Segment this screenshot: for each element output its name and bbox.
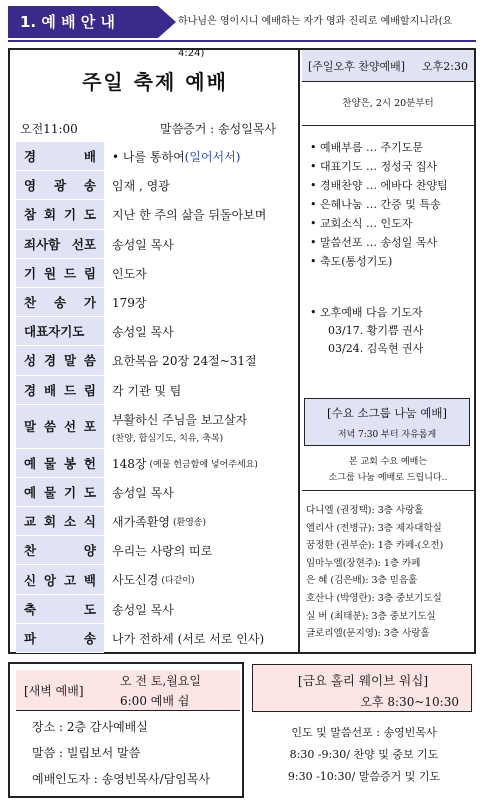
service-row (16, 507, 298, 536)
label-part: 축 (24, 601, 37, 617)
service-row-value (112, 317, 174, 346)
side-panel (302, 50, 474, 652)
label-part: 드 (63, 382, 77, 398)
main-panel (8, 48, 476, 654)
label-part: 도 (83, 207, 96, 223)
service-row-text: 새가족환영 (112, 515, 170, 530)
section-header (8, 6, 476, 59)
divider (16, 710, 240, 711)
service-row-text: 나가 전하세 (서로 서로 인사) (112, 631, 265, 646)
label-part: 대표자기도 (24, 324, 85, 340)
list-item: 임마누엘(장현주): 1층 카페 (306, 557, 421, 569)
service-row (16, 200, 298, 229)
service-row-text: 인도자 (112, 266, 147, 281)
service-row-value (112, 259, 147, 288)
label-part: 교 (24, 514, 37, 530)
label-part: 찬 (24, 543, 37, 559)
label-part: 헌 (83, 455, 96, 471)
divider (302, 125, 474, 126)
label-part: 도 (83, 484, 96, 500)
service-row-subtext: (찬양, 합심기도, 치유, 축복) (112, 433, 224, 444)
list-item: 은 혜 (김은배): 3층 믿음홀 (306, 575, 418, 587)
service-row (16, 171, 298, 200)
label-part: 기 (63, 207, 77, 223)
dawn-worship-panel (8, 662, 244, 798)
service-row-text: 요한복음 20장 24절~31절 (112, 354, 257, 369)
afternoon-title: [주일오후 찬양예배] (308, 59, 406, 73)
header-divider (8, 40, 476, 42)
service-row-text: 148장 (112, 456, 147, 471)
service-row (16, 142, 298, 171)
service-row-text: 부활하신 주님을 보고살자 (112, 412, 248, 427)
service-row (16, 405, 298, 449)
service-row-value (112, 376, 181, 405)
service-row-value (112, 142, 240, 171)
service-row-label (16, 624, 104, 653)
service-row-label (16, 259, 104, 288)
label-part: 원 (43, 265, 57, 281)
list-item: 꿈정한 (권부순): 1층 카페-(오전) (306, 540, 444, 552)
service-row (16, 288, 298, 317)
next-prayer-title: • 오후예배 다음 기도자 (310, 306, 423, 319)
service-row-value (112, 171, 170, 200)
dawn-line2: 6:00 예배 쉼 (120, 694, 190, 708)
dawn-title: [새벽 예배] (24, 684, 84, 698)
service-row-note: (환영송) (172, 518, 207, 529)
label-part: 백 (83, 572, 96, 588)
service-row-label (16, 200, 104, 229)
label-part: 앙 (43, 572, 57, 588)
label-part: 양 (83, 543, 96, 559)
wednesday-header (304, 398, 470, 446)
label-part: 예 (24, 484, 37, 500)
wednesday-note-line: 본 교회 수요 예배는 (348, 457, 428, 467)
service-row-value (112, 230, 174, 259)
label-part: 죄사함 (24, 236, 61, 252)
service-row-text: 179장 (112, 295, 147, 310)
wednesday-note (302, 454, 474, 486)
service-row-value (112, 624, 264, 653)
next-prayer (310, 304, 474, 358)
afternoon-header (302, 50, 474, 82)
label-part: 예 (24, 455, 37, 471)
label-part: 파 (24, 630, 37, 646)
service-row-label (16, 346, 104, 375)
label-part: 림 (83, 265, 96, 281)
label-part: 경 (24, 149, 37, 165)
order-of-service (16, 142, 298, 653)
label-part: 씀 (43, 419, 57, 435)
service-row-value (112, 405, 247, 434)
divider (302, 490, 474, 491)
dawn-word: 말씀 : 빌립보서 말씀 (32, 746, 141, 760)
wednesday-time: 저녁 7:30 부터 자유롭게 (337, 430, 437, 440)
list-item: • 경배찬양 … 에바다 찬양팀 (310, 179, 448, 192)
dawn-header (16, 670, 240, 710)
list-item: 03/17. 황기쁨 권사 (328, 324, 424, 337)
service-row-instruction: (일어서서) (184, 150, 241, 164)
label-part: 송 (83, 178, 96, 194)
label-part: 포 (83, 419, 96, 435)
service-row-text: 송성일 목사 (112, 237, 174, 252)
service-row-label (16, 405, 104, 449)
service-row-text: 송성일 목사 (112, 602, 174, 617)
list-item: • 축도(통성기도) (310, 255, 393, 268)
service-row (16, 624, 298, 653)
service-row-label (16, 565, 104, 594)
section-tab: 1. 예 배 안 내 (8, 6, 158, 38)
wednesday-note-line: 소그룹 나눔 예배로 드립니다.. (328, 473, 448, 483)
service-row-label (16, 536, 104, 565)
label-part: 림 (83, 382, 96, 398)
label-part: 물 (43, 455, 57, 471)
list-item: • 대표기도 … 정성국 집사 (310, 160, 438, 173)
service-row-value (112, 346, 257, 375)
service-row-label (16, 142, 104, 171)
list-item: 03/24. 김옥현 권사 (328, 342, 424, 355)
service-row (16, 230, 298, 259)
service-row-note: (다같이) (161, 576, 195, 587)
service-row (16, 565, 298, 594)
dawn-leader: 예배인도자 : 송영빈목사/담임목사 (32, 772, 211, 786)
service-row-label (16, 478, 104, 507)
label-part: 배 (83, 149, 96, 165)
label-part: 가 (83, 295, 96, 311)
service-row (16, 346, 298, 375)
service-row (16, 376, 298, 405)
list-item: 호산나 (박영란): 3층 중보기도실 (306, 592, 442, 604)
label-part: 송 (83, 630, 96, 646)
label-part: 기 (24, 265, 37, 281)
label-part: 성 (24, 353, 37, 369)
service-row (16, 478, 298, 507)
label-part: 도 (83, 601, 96, 617)
service-row-text: 지난 한 주의 삶을 뒤돌아보며 (112, 208, 267, 223)
service-row-value (112, 507, 206, 536)
service-row-value (112, 478, 174, 507)
label-part: 선 (63, 419, 77, 435)
service-row (16, 595, 298, 624)
service-row-value (112, 595, 174, 624)
list-item: • 은혜나눔 … 간증 및 특송 (310, 198, 441, 211)
sunday-preacher: 말씀증거 : 송성일목사 (160, 122, 277, 136)
label-part: 물 (43, 484, 57, 500)
label-part: 봉 (63, 455, 77, 471)
label-part: 광 (53, 178, 67, 194)
service-row-text: 사도신경 (112, 573, 159, 588)
label-part: 송 (53, 295, 67, 311)
friday-part1: 8:30 -9:30/ 찬양 및 중보 기도 (289, 748, 439, 761)
service-row-text: 송성일 목사 (112, 325, 174, 340)
label-part: 회 (43, 514, 57, 530)
service-row-value (112, 288, 147, 317)
service-row-value (112, 449, 258, 478)
list-item: • 교회소식 … 인도자 (310, 217, 413, 230)
label-part: 회 (43, 207, 57, 223)
service-row-text: 송성일 목사 (112, 485, 174, 500)
label-part: 신 (24, 572, 37, 588)
label-part: 고 (63, 572, 77, 588)
service-row-label (16, 595, 104, 624)
list-item: 실 버 (최태분): 3층 중보기도실 (306, 610, 436, 622)
service-row-value (112, 536, 212, 565)
sunday-title: 주일 축제 예배 (82, 70, 228, 94)
small-groups (306, 502, 474, 643)
label-part: 경 (24, 382, 37, 398)
dawn-place: 장소 : 2층 감사예배실 (32, 720, 148, 734)
sunday-time: 오전11:00 (20, 122, 78, 136)
service-row-text: • 나를 통하여 (112, 150, 185, 164)
friday-title: [금요 홀리 웨이브 워십] (297, 673, 429, 688)
service-row-label (16, 230, 104, 259)
service-row-text: 임재 , 영광 (112, 179, 170, 194)
label-part: 찬 (24, 295, 37, 311)
label-part: 소 (63, 514, 77, 530)
afternoon-time: 오후2:30 (422, 59, 468, 73)
friday-part2: 9:30 -10:30/ 말씀증거 및 기도 (287, 770, 441, 783)
service-row-value (112, 200, 266, 229)
list-item: 다니엘 (권정택): 3층 사랑홀 (306, 505, 424, 516)
service-row-text: 각 기관 및 팀 (112, 383, 182, 398)
service-row (16, 536, 298, 565)
label-part: 식 (83, 514, 96, 530)
service-row-label (16, 507, 104, 536)
header-verse: 하나님은 영이시니 예배하는 자가 영과 진리로 예배할지니라(요 4:24) (178, 16, 453, 59)
afternoon-note: 찬양은, 2시 20분부터 (342, 98, 434, 109)
label-part: 영 (24, 178, 37, 194)
service-row-label (16, 317, 104, 346)
friday-worship-panel (252, 662, 476, 798)
label-part: 경 (43, 353, 57, 369)
label-part: 참 (24, 207, 37, 223)
service-row-label (16, 449, 104, 478)
list-item: • 예배부름 … 주기도문 (310, 141, 423, 154)
afternoon-order (310, 138, 474, 271)
label-part: 배 (43, 382, 57, 398)
friday-time: 오후 8:30~10:30 (360, 695, 459, 709)
label-part: 씀 (83, 353, 96, 369)
service-row-value (112, 565, 194, 594)
service-row-label (16, 288, 104, 317)
service-row (16, 259, 298, 288)
service-row (16, 449, 298, 478)
service-row-note: (예물 헌금함에 넣어주세요) (149, 459, 258, 470)
label-part: 말 (24, 419, 37, 435)
service-row-label (16, 376, 104, 405)
service-row-label (16, 171, 104, 200)
service-row (16, 317, 298, 346)
label-part: 기 (63, 484, 77, 500)
sunday-worship-panel (10, 50, 300, 652)
label-part: 선포 (71, 236, 96, 252)
list-item: 엘리사 (전병규): 3층 제자대학실 (306, 522, 442, 534)
dawn-line1: 오 전 토,월요일 (120, 674, 201, 688)
list-item: 글로리엘(문지영): 3층 사랑홀 (306, 628, 430, 640)
list-item: • 말씀선포 … 송성일 목사 (310, 236, 438, 249)
service-row-text: 우리는 사랑의 띠로 (112, 544, 213, 559)
friday-header (252, 664, 472, 712)
friday-leader: 인도 및 말씀선포 : 송영빈목사 (291, 726, 437, 739)
label-part: 말 (63, 353, 77, 369)
wednesday-title: [수요 소그룹 나눔 예배] (327, 406, 447, 420)
label-part: 드 (63, 265, 77, 281)
